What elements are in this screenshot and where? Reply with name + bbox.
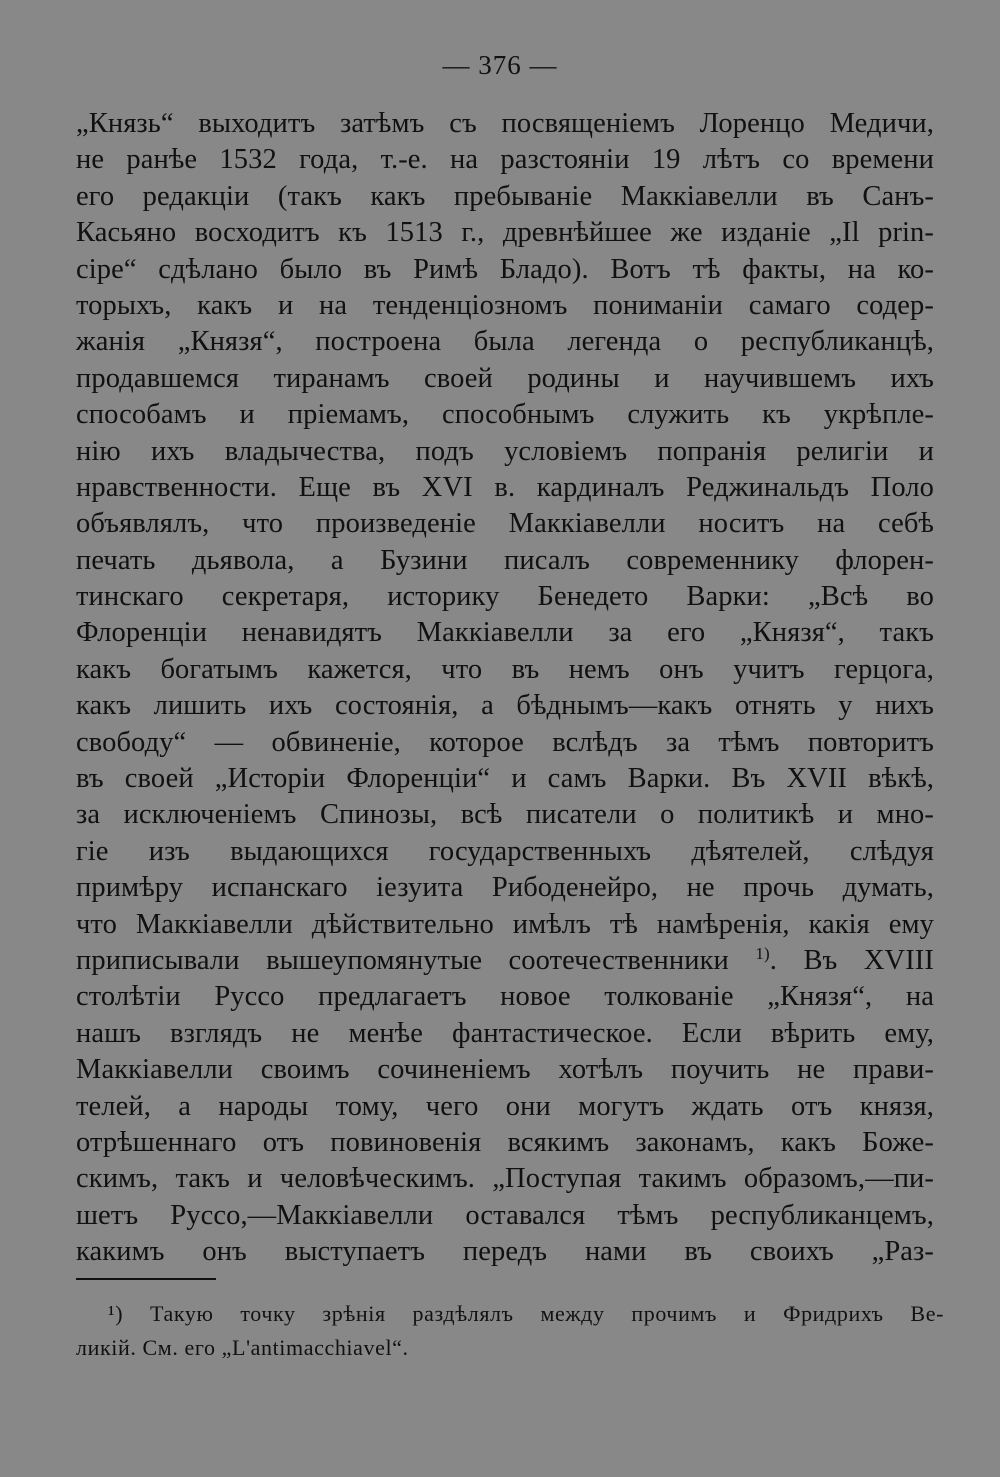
text-line: скимъ, такъ и человѣческимъ. „Поступая такимъ образомъ,—пи- — [76, 1163, 934, 1195]
text-line: Маккіавелли своимъ сочиненіемъ хотѣлъ поучить не прави- — [76, 1054, 934, 1086]
text-line: какъ лишить ихъ состоянія, а бѣднымъ—какъ отнять у нихъ — [76, 690, 934, 722]
text-line: примѣру испанскаго іезуита Рибоденейро, не прочь думать, — [76, 872, 934, 904]
footnote — [76, 1297, 944, 1365]
text-line: за исключеніемъ Спинозы, всѣ писатели о политикѣ и мно- — [76, 799, 934, 831]
footnote-divider — [76, 1278, 216, 1280]
text-line: какимъ онъ выступаетъ передъ нами въ своихъ „Раз- — [76, 1236, 934, 1268]
footnote-line: ликій. См. его „L'antimacchiavel“. — [76, 1335, 409, 1360]
text-line: отрѣшеннаго отъ повиновенія всякимъ законамъ, какъ Боже- — [76, 1126, 934, 1158]
text-line: нашъ взглядъ не менѣе фантастическое. Если вѣрить ему, — [76, 1017, 934, 1049]
text-line: нравственности. Еще въ XVI в. кардиналъ Реджинальдъ Поло — [76, 471, 934, 503]
text-line: жанія „Князя“, построена была легенда о республиканцѣ, — [76, 326, 934, 358]
text-line-part: приписывали вышеупомянутые соотечественники — [76, 944, 729, 976]
text-line: что Маккіавелли дѣйствительно имѣлъ тѣ намѣренія, какія ему — [76, 908, 934, 940]
text-line: свободу“ — обвиненіе, которое вслѣдъ за тѣмъ повторитъ — [76, 726, 934, 758]
text-line: способамъ и пріемамъ, способнымъ служить къ укрѣпле- — [76, 399, 934, 431]
text-line-part: . Въ XVIII — [769, 944, 934, 976]
footnote-reference[interactable]: 1) — [755, 943, 770, 963]
text-line: тинскаго секретаря, историку Бенедето Варки: „Всѣ во — [76, 581, 934, 613]
text-line: торыхъ, какъ и на тенденціозномъ пониманіи самаго содер- — [76, 289, 934, 321]
footnote-text: Такую точку зрѣнія раздѣлялъ между прочимъ и Фридрихъ Ве- — [150, 1301, 944, 1326]
text-line: въ своей „Исторіи Флоренціи“ и самъ Варки. Въ XVII вѣкѣ, — [76, 763, 934, 795]
text-line-with-footnote-ref — [76, 943, 934, 979]
text-line: cipe“ сдѣлано было въ Римѣ Бладо). Вотъ тѣ факты, на ко- — [76, 253, 934, 285]
footnote-line — [76, 1297, 944, 1331]
text-line: столѣтіи Руссо предлагаетъ новое толкованіе „Князя“, на — [76, 981, 934, 1013]
text-line: его редакціи (такъ какъ пребываніе Маккіавелли въ Санъ- — [76, 180, 934, 212]
text-line: продавшемся тиранамъ своей родины и научившемъ ихъ — [76, 362, 934, 394]
text-line: шетъ Руссо,—Маккіавелли оставался тѣмъ республиканцемъ, — [76, 1199, 934, 1231]
text-line: печать дьявола, а Бузини писалъ современнику флорен- — [76, 544, 934, 576]
text-line: объявлялъ, что произведеніе Маккіавелли носитъ на себѣ — [76, 508, 934, 540]
text-line: Флоренціи ненавидятъ Маккіавелли за его „Князя“, такъ — [76, 617, 934, 649]
text-line: нію ихъ владычества, подъ условіемъ попранія религіи и — [76, 435, 934, 467]
text-line: „Князь“ выходитъ затѣмъ съ посвященіемъ Лоренцо Медичи, — [76, 108, 934, 139]
text-line: гіе изъ выдающихся государственныхъ дѣятелей, слѣдуя — [76, 835, 934, 867]
page-number: — 376 — — [442, 50, 558, 80]
text-line: не ранѣе 1532 года, т.-е. на разстояніи 19 лѣтъ со времени — [76, 144, 934, 176]
text-line: телей, а народы тому, чего они могутъ ждать отъ князя, — [76, 1090, 934, 1122]
body-paragraph — [76, 106, 934, 1271]
footnote-marker: ¹) — [108, 1301, 124, 1326]
text-line: какъ богатымъ кажется, что въ немъ онъ учитъ герцога, — [76, 653, 934, 685]
text-line: Касьяно восходитъ къ 1513 г., древнѣйшее же изданіе „Il prin- — [76, 217, 934, 249]
